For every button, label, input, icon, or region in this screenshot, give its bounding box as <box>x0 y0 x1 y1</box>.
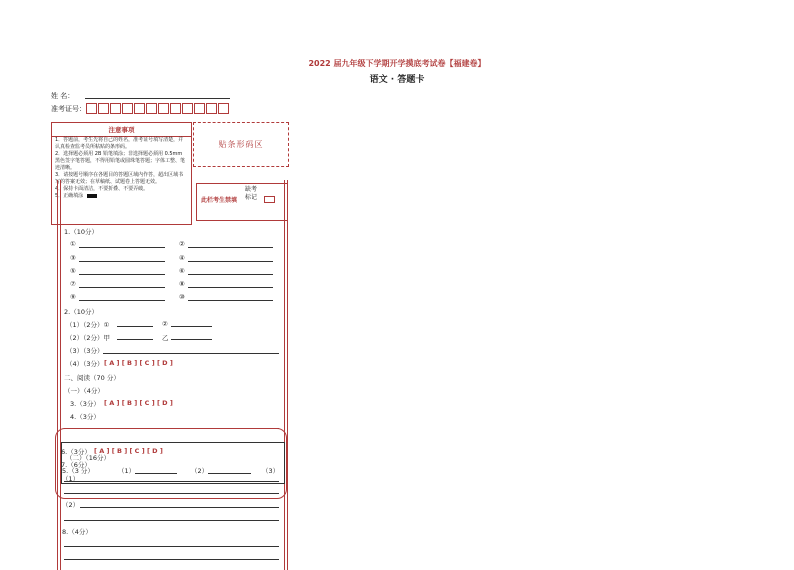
q7-answer-line[interactable] <box>64 481 279 482</box>
q8-answer-line[interactable] <box>64 546 279 547</box>
q1-item: ⑦ <box>70 280 76 288</box>
exam-title: 2022 届九年级下学期开学摸底考试卷【福建卷】 <box>308 59 486 68</box>
q2-part2b: 乙 <box>162 334 169 342</box>
q1-answer-line[interactable] <box>79 274 165 275</box>
section2-sub1: （一）（4分） <box>64 387 104 395</box>
sub2-title: （二）（16分） <box>66 454 111 462</box>
q2-answer-line[interactable] <box>103 353 279 354</box>
absent-label <box>245 186 257 202</box>
q1-answer-line[interactable] <box>188 261 273 262</box>
q1-item: ① <box>70 240 76 248</box>
q7-title: 7.（6分） <box>61 461 91 469</box>
q1-item: ④ <box>179 254 185 262</box>
q1-answer-line[interactable] <box>79 287 165 288</box>
q7-answer-line[interactable] <box>64 493 279 494</box>
absent-note: 此栏考生禁填 <box>201 197 238 204</box>
q2-answer-line[interactable] <box>117 326 153 327</box>
name-field[interactable] <box>85 89 230 99</box>
q8-answer-line[interactable] <box>64 559 279 560</box>
q5-part3: （3） <box>262 467 280 475</box>
absent-checkbox[interactable] <box>264 196 275 203</box>
q2-title: 2.（10分） <box>64 308 98 316</box>
q2-answer-line[interactable] <box>171 339 212 340</box>
q5-answer-line[interactable] <box>208 473 251 474</box>
q1-item: ⑩ <box>179 293 185 301</box>
q2-part1: （1）（2分）① <box>66 321 110 329</box>
q1-item: ⑧ <box>179 280 185 288</box>
notice-item: 4．保持卡面清洁，不要折叠、不要弄破。 <box>55 186 149 192</box>
q1-answer-line[interactable] <box>188 287 273 288</box>
q5-title: 5.（3 分） <box>62 467 94 475</box>
q2-part2: （2）（2分）甲 <box>66 334 111 342</box>
q1-item: ⑨ <box>70 293 76 301</box>
barcode-area: 贴条形码区 <box>193 122 289 167</box>
exam-subtitle: 语文 · 答题卡 <box>369 75 425 85</box>
q2-part1b: ② <box>162 320 168 328</box>
q1-item: ⑥ <box>179 267 185 275</box>
q5-answer-line[interactable] <box>135 473 177 474</box>
q2-choice-options[interactable]: [ A ] [ B ] [ C ] [ D ] <box>104 359 173 367</box>
q1-item: ③ <box>70 254 76 262</box>
q1-item: ⑤ <box>70 267 76 275</box>
q5-part2: （2） <box>191 467 209 475</box>
q1-answer-line[interactable] <box>79 300 165 301</box>
absent-label-line2: 标记 <box>245 194 258 201</box>
id-label: 准考证号： <box>51 105 86 113</box>
q1-answer-line[interactable] <box>188 274 273 275</box>
name-label: 姓 名： <box>51 92 75 100</box>
q6-choice-options[interactable]: [ A ] [ B ] [ C ] [ D ] <box>94 447 163 455</box>
section2-title: 二、阅读（70 分） <box>64 374 120 382</box>
q2-answer-line[interactable] <box>171 326 212 327</box>
q1-answer-line[interactable] <box>188 300 273 301</box>
q1-item: ② <box>179 240 185 248</box>
q3-title: 3.（3分） <box>70 400 100 408</box>
q2-answer-line[interactable] <box>117 339 153 340</box>
q2-part3: （3）（3分） <box>66 347 104 355</box>
notice-title: 注意事项 <box>52 123 191 137</box>
q3-choice-options[interactable]: [ A ] [ B ] [ C ] [ D ] <box>104 399 173 407</box>
q2-part4: （4）（3分） <box>66 360 104 368</box>
q7-part1: （1） <box>62 475 80 483</box>
absent-label-line1: 缺考 <box>245 186 258 193</box>
q7-part2: （2） <box>62 501 80 509</box>
q8-title: 8.（4分） <box>62 528 92 536</box>
notice-item-label: 5．正确填涂 <box>55 193 84 199</box>
q1-answer-line[interactable] <box>79 261 165 262</box>
q6-title: 6.（3分） <box>61 448 91 456</box>
q1-answer-line[interactable] <box>188 247 273 248</box>
notice-item: 3．请按题号顺序在各题目的答题区域内作答，超出区域书写的答案无效；在草稿纸、试题卷上答题无效。 <box>55 172 184 185</box>
notice-item: 2．选择题必须用 2B 铅笔填涂；非选择题必须用 0.5mm 黑色签字笔答题，不得用铅笔或圆珠笔答题；字体工整、笔迹清晰。 <box>55 151 186 171</box>
notice-item: 1．答题前，考生先将自己的姓名，准考证号填写清楚，并认真检查监考员所粘贴的条形码。 <box>55 137 184 150</box>
q1-answer-line[interactable] <box>79 247 165 248</box>
q4-title: 4.（3分） <box>70 413 100 421</box>
id-boxes[interactable] <box>86 103 230 114</box>
q1-title: 1.（10分） <box>64 228 98 236</box>
q7-answer-line[interactable] <box>80 507 279 508</box>
q5-part1: （1） <box>118 467 136 475</box>
q7-answer-line[interactable] <box>64 520 279 521</box>
